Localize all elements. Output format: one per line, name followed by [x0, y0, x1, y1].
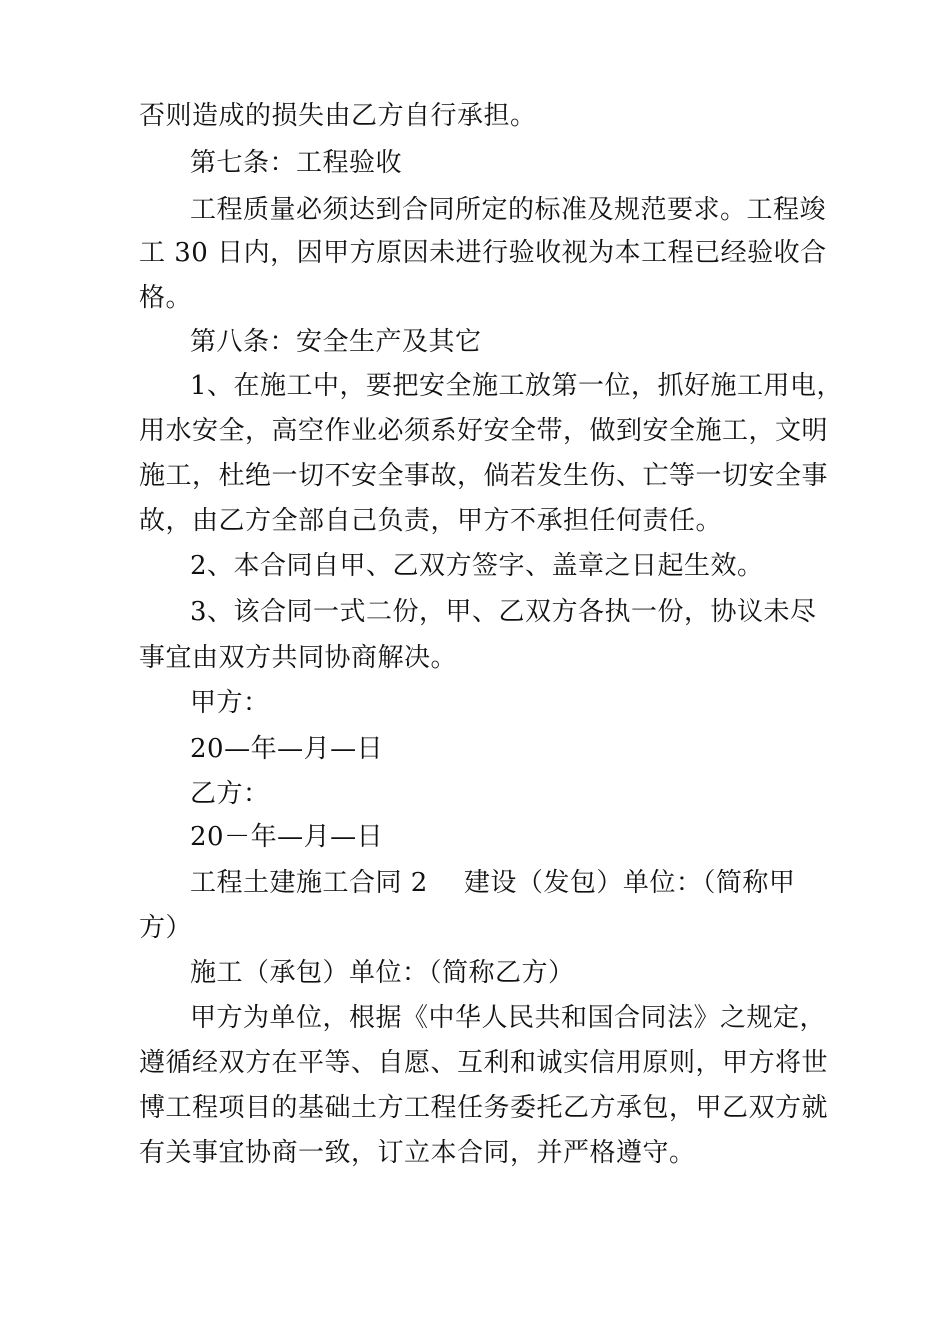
paragraph-line: 方）	[139, 913, 193, 943]
paragraph-line: 博工程项目的基础土方工程任务委托乙方承包，甲乙双方就	[139, 1093, 829, 1123]
paragraph-line: 故，由乙方全部自己负责，甲方不承担任何责任。	[139, 506, 723, 536]
contract-title: 工程土建施工合同 2	[190, 868, 428, 898]
paragraph-line: 遵循经双方在平等、自愿、互利和诚实信用原则，甲方将世	[139, 1048, 829, 1078]
paragraph-line: 2、本合同自甲、乙双方签字、盖章之日起生效。	[190, 551, 764, 581]
paragraph-line: 格。	[139, 283, 193, 313]
paragraph-line: 事宜由双方共同协商解决。	[139, 643, 458, 673]
section-heading-article-7: 第七条：工程验收	[190, 148, 403, 178]
contractor-unit-label: 施工（承包）单位：（简称乙方）	[190, 958, 575, 988]
party-a-date: 20—年—月—日	[190, 734, 384, 764]
contract-title-line	[190, 866, 795, 900]
client-unit-label: 建设（发包）单位：（简称甲	[463, 868, 796, 898]
paragraph-line: 施工，杜绝一切不安全事故，倘若发生伤、亡等一切安全事	[139, 461, 829, 491]
party-b-label: 乙方：	[190, 779, 270, 809]
section-heading-article-8: 第八条：安全生产及其它	[190, 327, 482, 357]
party-a-label: 甲方：	[190, 688, 270, 718]
paragraph-line: 工 30 日内，因甲方原因未进行验收视为本工程已经验收合	[139, 238, 827, 268]
paragraph-line: 否则造成的损失由乙方自行承担。	[139, 101, 537, 131]
paragraph-line: 甲方为单位，根据《中华人民共和国合同法》之规定，	[190, 1003, 827, 1033]
paragraph-line: 用水安全，高空作业必须系好安全带，做到安全施工，文明	[139, 416, 829, 446]
paragraph-line: 有关事宜协商一致，订立本合同，并严格遵守。	[139, 1138, 696, 1168]
paragraph-line: 工程质量必须达到合同所定的标准及规范要求。工程竣	[190, 195, 827, 225]
party-b-date: 20－年—月—日	[190, 822, 384, 852]
paragraph-line: 3、该合同一式二份，甲、乙双方各执一份，协议未尽	[190, 597, 817, 627]
paragraph-line: 1、在施工中，要把安全施工放第一位，抓好施工用电，	[190, 371, 844, 401]
